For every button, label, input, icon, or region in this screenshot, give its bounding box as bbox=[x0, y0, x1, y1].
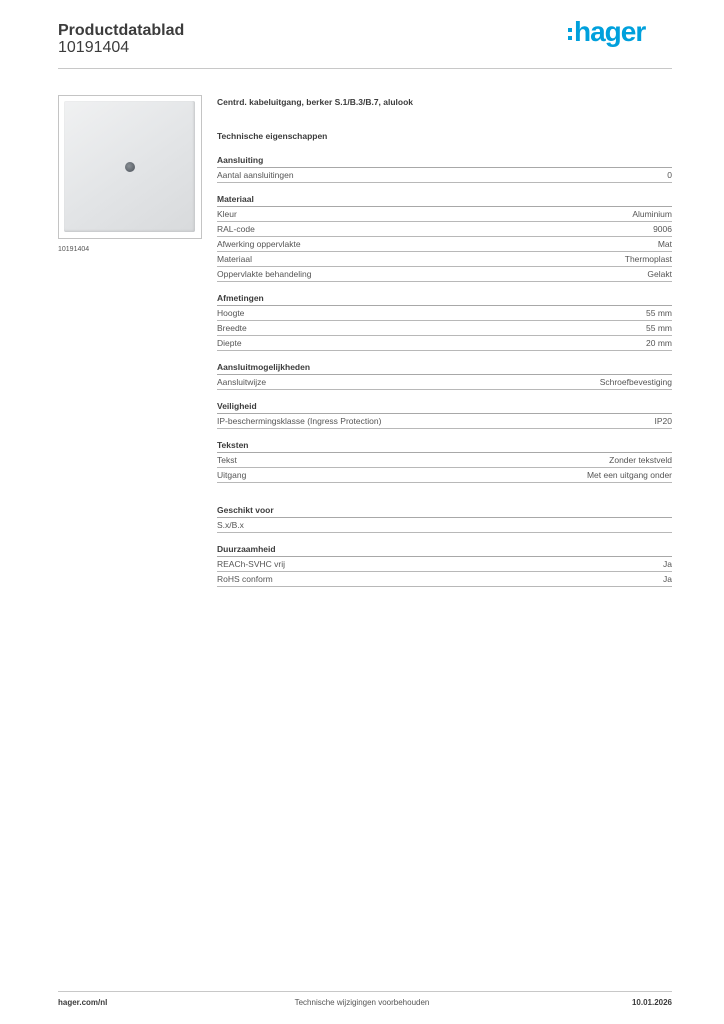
spec-value: Aluminium bbox=[632, 209, 672, 219]
spec-group-title: Materiaal bbox=[217, 193, 672, 207]
spec-group-title: Aansluiting bbox=[217, 154, 672, 168]
spec-label: Diepte bbox=[217, 338, 242, 348]
spec-row bbox=[217, 557, 672, 572]
spec-label: Hoogte bbox=[217, 308, 245, 318]
spec-value: IP20 bbox=[654, 416, 672, 426]
spec-row bbox=[217, 168, 672, 183]
spec-row bbox=[217, 572, 672, 587]
spec-group bbox=[217, 193, 672, 282]
header-divider bbox=[58, 68, 672, 69]
spec-row bbox=[217, 237, 672, 252]
spec-group bbox=[217, 361, 672, 390]
spec-label: Aansluitwijze bbox=[217, 377, 267, 387]
spec-row bbox=[217, 252, 672, 267]
spacer bbox=[217, 533, 672, 543]
spec-group-title: Aansluitmogelijkheden bbox=[217, 361, 672, 375]
spec-value: Zonder tekstveld bbox=[609, 455, 672, 465]
image-caption: 10191404 bbox=[58, 246, 90, 253]
spec-label: Aantal aansluitingen bbox=[217, 170, 294, 180]
footer-divider bbox=[58, 991, 672, 992]
spec-group bbox=[217, 292, 672, 351]
page-title: Productdatablad bbox=[58, 22, 185, 39]
spec-row bbox=[217, 468, 672, 483]
spec-value: 55 mm bbox=[646, 308, 672, 318]
spec-group-title: Veiligheid bbox=[217, 400, 672, 414]
spacer bbox=[217, 351, 672, 361]
spec-label: Tekst bbox=[217, 455, 237, 465]
spacer bbox=[217, 429, 672, 439]
spec-row bbox=[217, 375, 672, 390]
spec-row bbox=[217, 306, 672, 321]
spec-value: Gelakt bbox=[647, 269, 672, 279]
spec-row bbox=[217, 207, 672, 222]
spec-table bbox=[217, 154, 672, 587]
spacer bbox=[217, 390, 672, 400]
hager-logo bbox=[568, 17, 645, 47]
spec-group bbox=[217, 439, 672, 483]
specs-heading: Technische eigenschappen bbox=[217, 131, 328, 141]
spec-value: 0 bbox=[667, 170, 672, 180]
cable-outlet-hole bbox=[125, 162, 135, 172]
spec-value: 20 mm bbox=[646, 338, 672, 348]
spec-label: RAL-code bbox=[217, 224, 255, 234]
spec-group bbox=[217, 400, 672, 429]
logo-dots-icon bbox=[568, 28, 572, 40]
spec-row bbox=[217, 336, 672, 351]
spec-value: Ja bbox=[663, 574, 672, 584]
footer-note: Technische wijzigingen voorbehouden bbox=[294, 998, 430, 1007]
logo-text: hager bbox=[574, 16, 646, 47]
spec-group bbox=[217, 543, 672, 587]
spec-label: Oppervlakte behandeling bbox=[217, 269, 312, 279]
spec-value: Schroefbevestiging bbox=[599, 377, 672, 387]
spacer bbox=[217, 282, 672, 292]
spec-label: Breedte bbox=[217, 323, 247, 333]
spec-value: Met een uitgang onder bbox=[586, 470, 672, 480]
spec-label: REACh-SVHC vrij bbox=[217, 559, 286, 569]
spec-group bbox=[217, 504, 672, 533]
product-number: 10191404 bbox=[58, 39, 130, 56]
spec-group-title: Teksten bbox=[217, 439, 672, 453]
spec-value: Thermoplast bbox=[624, 254, 672, 264]
product-image bbox=[58, 95, 202, 239]
spec-label: Afwerking oppervlakte bbox=[217, 239, 301, 249]
spec-group-title: Afmetingen bbox=[217, 292, 672, 306]
spec-label: RoHS conform bbox=[217, 574, 273, 584]
spec-value: 55 mm bbox=[646, 323, 672, 333]
footer-website: hager.com/nl bbox=[58, 998, 108, 1007]
spec-group-title: Geschikt voor bbox=[217, 504, 672, 518]
cover-plate bbox=[64, 101, 195, 232]
spec-value: 9006 bbox=[653, 224, 672, 234]
product-name: Centrd. kabeluitgang, berker S.1/B.3/B.7, alulook bbox=[217, 97, 414, 107]
spec-row bbox=[217, 222, 672, 237]
spec-label: Uitgang bbox=[217, 470, 247, 480]
spec-value: Mat bbox=[657, 239, 672, 249]
spec-value: Ja bbox=[663, 559, 672, 569]
spec-label: Materiaal bbox=[217, 254, 252, 264]
spec-row bbox=[217, 453, 672, 468]
spec-row bbox=[217, 414, 672, 429]
spec-label: S.x/B.x bbox=[217, 520, 244, 530]
footer-date: 10.01.2026 bbox=[631, 998, 672, 1007]
spec-label: IP-beschermingsklasse (Ingress Protection) bbox=[217, 416, 382, 426]
spacer bbox=[217, 183, 672, 193]
spec-group bbox=[217, 154, 672, 183]
spacer bbox=[217, 483, 672, 504]
spec-group-title: Duurzaamheid bbox=[217, 543, 672, 557]
spec-row bbox=[217, 518, 672, 533]
spec-row bbox=[217, 267, 672, 282]
spec-label: Kleur bbox=[217, 209, 237, 219]
spec-row bbox=[217, 321, 672, 336]
